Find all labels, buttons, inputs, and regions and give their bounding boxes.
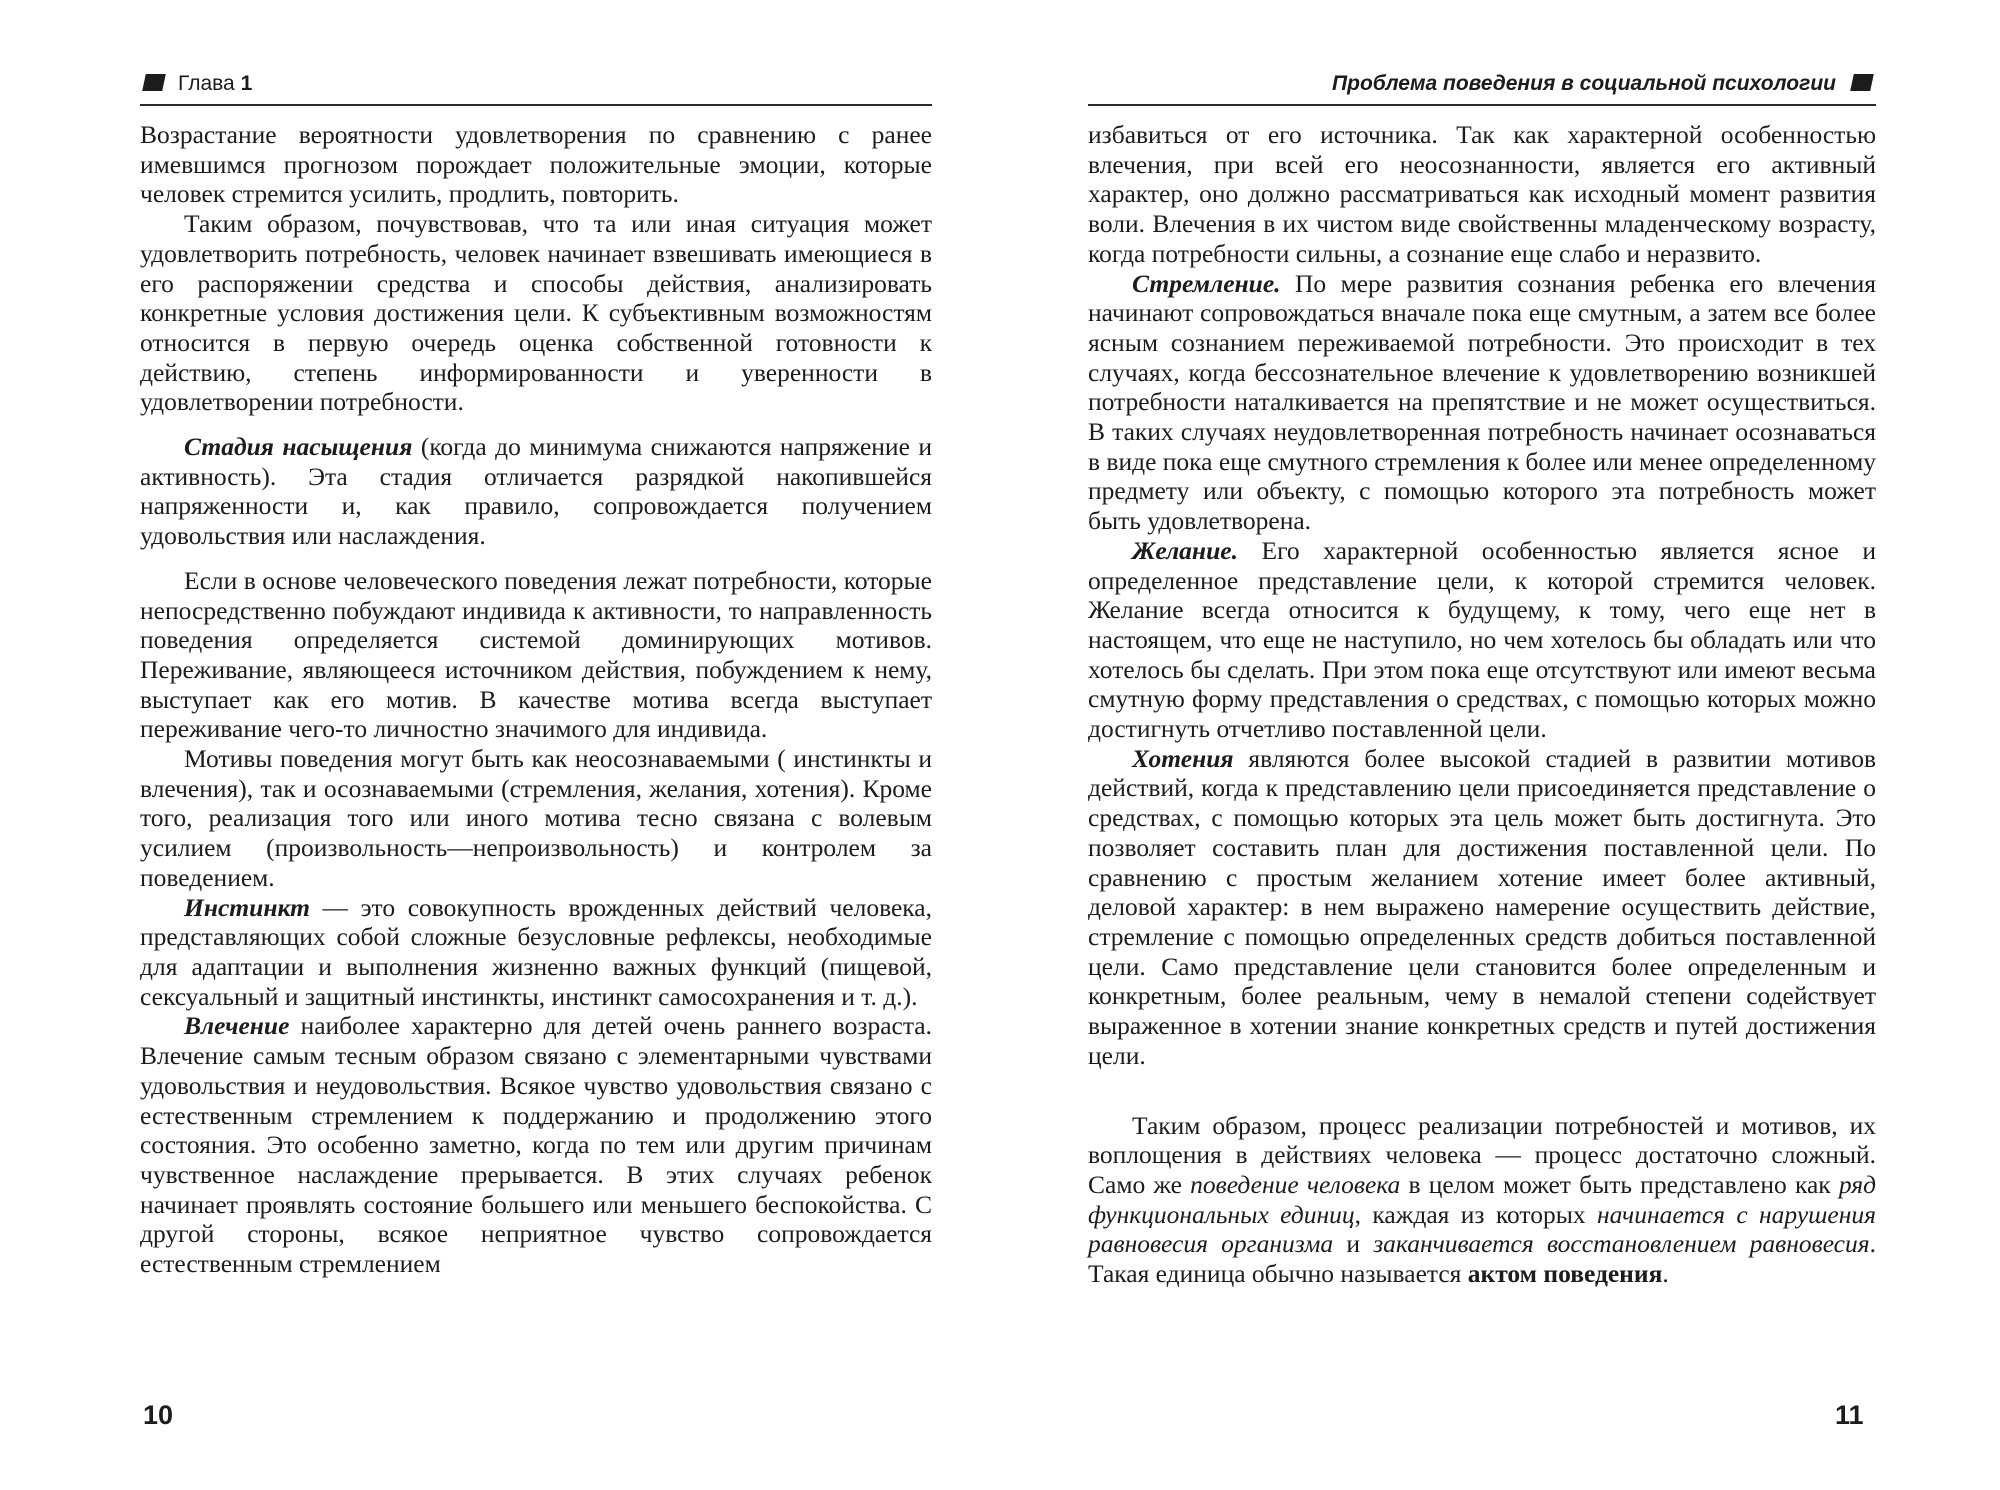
right-body-text <box>1088 120 1876 1289</box>
paragraph: Если в основе человеческого поведения лежат потребности, которые непосредственно побуждают индивида к активности, то направленность поведения определяется системой доминирующих мотивов. Переживание, являющееся источником действия, побуждением к нему, выступает как его мотив. В качестве мотива всегда выступает переживание чего-то личностно значимого для индивида. <box>140 565 932 744</box>
paragraph: Стадия насыщения (когда до минимума снижаются напряжение и активность). Эта стадия отличается разрядкой накопившейся напряженности и, как правило, сопровождается получением удовольствия или наслаждения. <box>140 432 932 551</box>
emphasis: заканчивается восстановлением равновесия <box>1373 1229 1870 1259</box>
emphasis: поведение человека <box>1190 1169 1401 1199</box>
paragraph: Таким образом, процесс реализации потребностей и мотивов, их воплощения в действиях человека — процесс достаточно сложный. Само же поведение человека в целом может быть представлено как ряд функциональных единиц, каждая из которых начинается с нарушения равновесия организма и заканчивается восстановлением равновесия. Такая единица обычно называется актом поведения. <box>1088 1110 1876 1289</box>
right-page <box>1000 0 2000 1490</box>
paragraph: Инстинкт — это совокупность врожденных действий человека, представляющих собой сложные безусловные рефлексы, необходимые для адаптации и выполнения жизненно важных функций (пищевой, сексуальный и защитный инстинкты, инстинкт самосохранения и т. д.). <box>140 892 932 1011</box>
left-running-header <box>140 68 932 106</box>
term: Хотения <box>1132 743 1234 773</box>
paragraph: Желание. Его характерной особенностью является ясное и определенное представление цели, к которой стремится человек. Желание всегда относится к будущему, к тому, чего еще нет в настоящем, что еще не наступило, но чем хотелось бы обладать или что хотелось бы сделать. При этом пока еще отсутствуют или имеют весьма смутную форму представления о средствах, с помощью которых можно достигнуть отчетливо поставленной цели. <box>1088 535 1876 744</box>
header-marker-icon <box>1850 74 1874 91</box>
paragraph: избавиться от его источника. Так как характерной особенностью влечения, при всей его неосознанности, является его активный характер, оно должно рассматриваться как исходный момент развития воли. Влечения в их чистом виде свойственны младенческому возрасту, когда потребности сильны, а сознание еще слабо и неразвито. <box>1088 120 1876 268</box>
term: Влечение <box>184 1011 290 1041</box>
term: Желание. <box>1132 535 1238 565</box>
paragraph: Возрастание вероятности удовлетворения по сравнению с ранее имевшимся прогнозом порождает положительные эмоции, которые человек стремится усилить, продлить, повторить. <box>140 120 932 209</box>
chapter-number: 1 <box>240 72 253 95</box>
paragraph: Мотивы поведения могут быть как неосознаваемыми ( инстинкты и влечения), так и осознаваемыми (стремления, желания, хотения). Кроме того, реализация того или иного мотива тесно связана с волевым усилием (произвольность—непроизвольность) и контролем за поведением. <box>140 744 932 892</box>
paragraph: Таким образом, почувствовав, что та или иная ситуация может удовлетворить потребность, человек начинает взвешивать имеющиеся в его распоряжении средства и способы действия, анализировать конкретные условия достижения цели. К субъективным возможностям относится в первую очередь оценка собственной готовности к действию, степень информированности и уверенности в удовлетворении потребности. <box>140 209 932 417</box>
emphasis: начинается с нарушения равновесия организма <box>1088 1199 1876 1259</box>
chapter-label: Глава 1 <box>178 72 253 95</box>
header-marker-icon <box>142 74 166 91</box>
term: Инстинкт <box>184 892 310 922</box>
paragraph: Хотения являются более высокой стадией в развитии мотивов действий, когда к представлению цели присоединяется представление о средствах, с помощью которых эта цель может быть достигнута. Это позволяет составить план для достижения поставленной цели. По сравнению с простым желанием хотение имеет более активный, деловой характер: в нем выражено намерение осуществить действие, стремление с помощью определенных средств добиться поставленной цели. Само представление цели становится более определенным и конкретным, более реальным, чему в немалой степени содействует выраженное в хотении знание конкретных средств и путей достижения цели. <box>1088 743 1876 1070</box>
emphasis: ряд функциональных единиц <box>1088 1169 1876 1229</box>
paragraph: Влечение наиболее характерно для детей очень раннего возраста. Влечение самым тесным образом связано с элементарными чувствами удовольствия и неудовольствия. Всякое чувство удовольствия связано с естественным стремлением к поддержанию и продолжению этого состояния. Это особенно заметно, когда по тем или другим причинам чувственное наслаждение прерывается. В этих случаях ребенок начинает проявлять состояние большего или меньшего беспокойства. С другой стороны, всякое неприятное чувство сопровождается естественным стремлением <box>140 1011 932 1279</box>
key-term: актом поведения <box>1467 1259 1663 1289</box>
paragraph: Стремление. По мере развития сознания ребенка его влечения начинают сопровождаться вначале пока еще смутным, а затем все более ясным сознанием переживаемой потребности. Это происходит в тех случаях, когда бессознательное влечение к удовлетворению возникшей потребности наталкивается на препятствие и не может осуществиться. В таких случаях неудовлетворенная потребность начинает осознаваться в виде пока еще смутного стремления к более или менее определенному предмету или объекту, с помощью которого эта потребность может быть удовлетворена. <box>1088 268 1876 536</box>
left-body-text <box>140 120 932 1279</box>
page-number: 10 <box>143 1400 174 1430</box>
term: Стадия насыщения <box>184 432 413 462</box>
page-number: 11 <box>1835 1400 1864 1430</box>
term: Стремление. <box>1132 268 1281 298</box>
right-running-header <box>1088 68 1876 106</box>
running-title: Проблема поведения в социальной психологии <box>1332 72 1836 95</box>
